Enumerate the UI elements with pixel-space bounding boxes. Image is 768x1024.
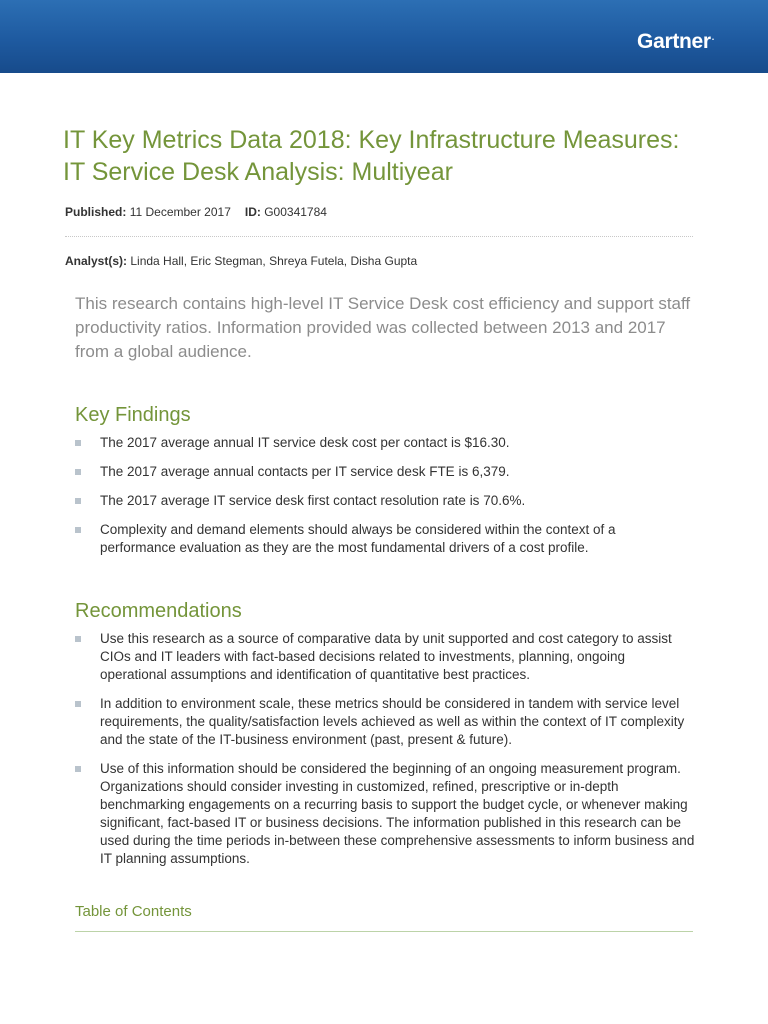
finding-text: The 2017 average annual contacts per IT service desk FTE is 6,379. [100,464,510,479]
logo-mark: . [711,32,714,42]
header-bar [0,0,768,73]
square-bullet-icon [75,766,81,772]
gartner-logo [637,30,714,54]
published-date: 11 December 2017 [129,205,231,219]
recommendation-text: Use of this information should be considered the beginning of an ongoing measurement program. Organizations should consider investing in customized, refined, prescriptive or in-depth benchmarking engagements on a recurring basis to support the budget cycle, or whenever making significant, fact-based IT or business decisions. The information published in this research can be used during the time periods in-between these comprehensive assessments to inform business and IT planning assumptions. [100,761,695,866]
finding-text: The 2017 average annual IT service desk cost per contact is $16.30. [100,435,510,450]
square-bullet-icon [75,636,81,642]
recommendations-list [75,630,695,879]
logo-text: Gartner [637,30,711,53]
list-item [75,492,695,510]
list-item [75,630,695,684]
list-item [75,695,695,749]
list-item [75,463,695,481]
key-findings-list [75,434,695,568]
square-bullet-icon [75,440,81,446]
published-label: Published: [65,205,127,219]
square-bullet-icon [75,527,81,533]
analysts-line [65,254,417,268]
meta-divider [65,236,693,237]
toc-divider [75,931,693,932]
document-title: IT Key Metrics Data 2018: Key Infrastructure Measures: IT Service Desk Analysis: Multiyear [63,126,680,186]
document-id: G00341784 [264,205,327,219]
analysts-label: Analyst(s): [65,254,128,268]
list-item [75,434,695,452]
finding-text: Complexity and demand elements should always be considered within the context of a performance evaluation as they are the most fundamental drivers of a cost profile. [100,522,616,555]
recommendations-heading: Recommendations [75,600,242,622]
square-bullet-icon [75,498,81,504]
square-bullet-icon [75,701,81,707]
key-findings-heading: Key Findings [75,404,191,426]
recommendation-text: Use this research as a source of comparative data by unit supported and cost category to assist CIOs and IT leaders with fact-based decisions related to investments, planning, ongoing operational assumptions and identification of quantitative best practices. [100,631,672,682]
summary-paragraph: This research contains high-level IT Service Desk cost efficiency and support staff productivity ratios. Information provided was collected between 2013 and 2017 from a global audience. [75,294,691,361]
id-label: ID: [244,205,261,219]
table-of-contents-link[interactable]: Table of Contents [75,903,192,920]
square-bullet-icon [75,469,81,475]
recommendation-text: In addition to environment scale, these metrics should be considered in tandem with service level requirements, the quality/satisfaction levels achieved as well as within the context of IT complexity and the state of the IT-business environment (past, present & future). [100,696,685,747]
analysts-names: Linda Hall, Eric Stegman, Shreya Futela, Disha Gupta [130,254,418,268]
publication-meta [65,205,327,219]
finding-text: The 2017 average IT service desk first contact resolution rate is 70.6%. [100,493,526,508]
list-item [75,521,695,557]
list-item [75,760,695,868]
